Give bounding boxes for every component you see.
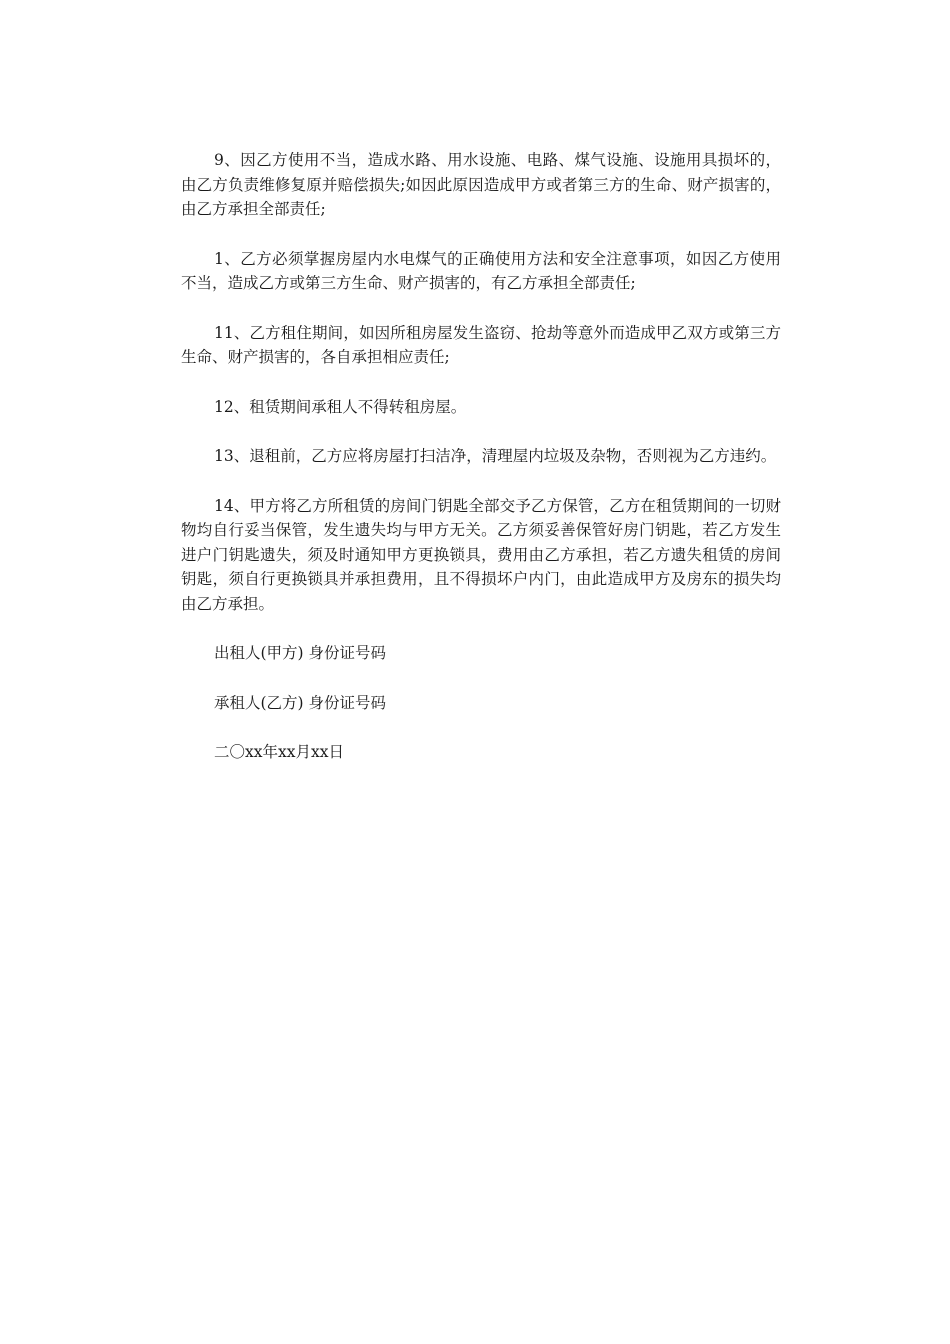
clause-12: 12、租赁期间承租人不得转租房屋。 xyxy=(214,397,467,416)
clause-13: 13、退租前，乙方应将房屋打扫洁净，清理屋内垃圾及杂物，否则视为乙方违约。 xyxy=(214,447,777,465)
lessee-signature-line: 承租人(乙方) 身份证号码 xyxy=(214,693,387,712)
clause-11: 11、乙方租住期间，如因所租房屋发生盗窃、抢劫等意外而造成甲乙双方或第三方生命、财产损害的，各自承担相应责任; xyxy=(181,323,781,366)
signing-date: 二〇xx年xx月xx日 xyxy=(214,743,344,761)
clause-9: 9、因乙方使用不当，造成水路、用水设施、电路、煤气设施、设施用具损坏的，由乙方负责维修复原并赔偿损失;如因此原因造成甲方或者第三方的生命、财产损害的，由乙方承担全部责任; xyxy=(181,151,781,218)
clause-10: 1、乙方必须掌握房屋内水电煤气的正确使用方法和安全注意事项，如因乙方使用不当，造成乙方或第三方生命、财产损害的，有乙方承担全部责任; xyxy=(181,249,781,292)
lessor-signature-line: 出租人(甲方) 身份证号码 xyxy=(214,644,387,662)
document-body xyxy=(181,148,781,790)
clause-14: 14、甲方将乙方所租赁的房间门钥匙全部交予乙方保管，乙方在租赁期间的一切财物均自行妥当保管，发生遗失均与甲方无关。乙方须妥善保管好房门钥匙，若乙方发生进户门钥匙遗失，须及时通知甲方更换锁具，费用由乙方承担，若乙方遗失租赁的房间钥匙，须自行更换锁具并承担费用，且不得损坏户内门，由此造成甲方及房东的损失均由乙方承担。 xyxy=(181,496,781,613)
